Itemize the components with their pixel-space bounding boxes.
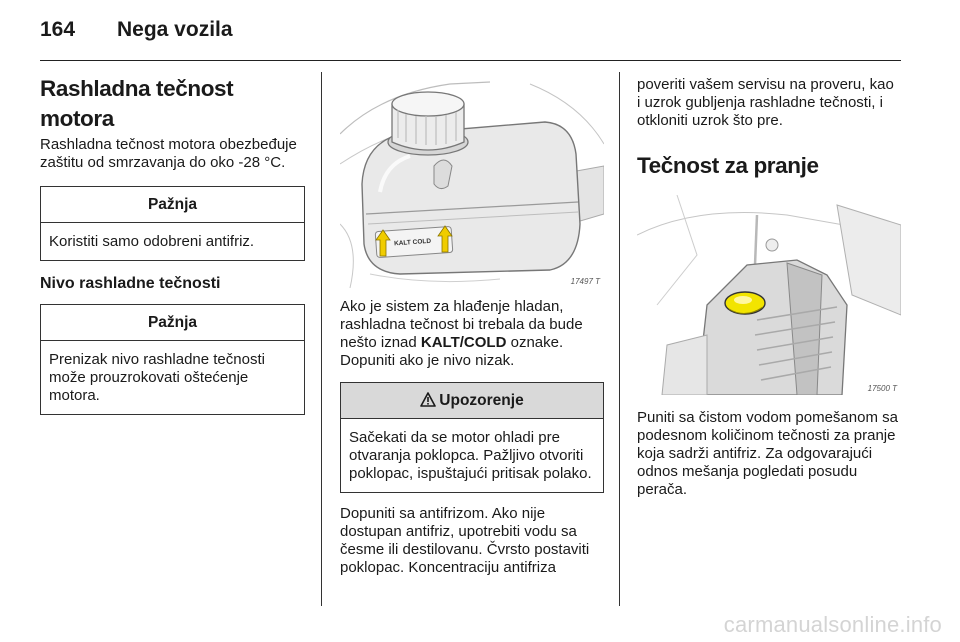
coolant-tank-illustration bbox=[340, 74, 604, 288]
notice-box-2 bbox=[40, 304, 305, 415]
column-2 bbox=[340, 74, 604, 577]
notice-box-1 bbox=[40, 186, 305, 261]
header-rule bbox=[40, 60, 901, 61]
running-title: Nega vozila bbox=[117, 18, 233, 41]
warning-title-bar bbox=[341, 383, 603, 419]
continued-text: poveriti vašem servisu na proveru, kao i uzrok gubljenja rashladne tečnosti, i otkloniti uzrok što pre. bbox=[637, 76, 894, 129]
section-title-washer: Tečnost za pranje bbox=[637, 153, 819, 178]
coolant-level-text bbox=[340, 298, 604, 370]
washer-figure bbox=[637, 195, 901, 395]
watermark: carmanualsonline.info bbox=[723, 612, 942, 637]
notice-body-2: Prenizak nivo rashladne tečnosti može prouzrokovati oštećenje motora. bbox=[49, 351, 265, 404]
washer-fill-text: Puniti sa čistom vodom pomešanom sa podesnom količinom tečnosti za pranje koja sadrži antifriz. Za odgovarajući odnos mešanja pogledati posudu perača. bbox=[637, 409, 898, 498]
subheading-coolant-level: Nivo rashladne tečnosti bbox=[40, 275, 221, 292]
warning-title: Upozorenje bbox=[439, 392, 524, 409]
coolant-tank-figure bbox=[340, 74, 604, 288]
washer-reservoir-illustration bbox=[637, 195, 901, 395]
figure-code-1: 17497 T bbox=[570, 277, 600, 286]
notice-title-2: Pažnja bbox=[41, 305, 304, 341]
warning-body: Sačekati da se motor ohladi pre otvaranja poklopca. Pažljivo otvoriti poklopac, ispuštajući pritisak polako. bbox=[349, 429, 592, 482]
refill-text: Dopuniti sa antifrizom. Ako nije dostupan antifriz, upotrebiti vodu sa česme ili destilovanu. Čvrsto postaviti poklopac. Koncentraciju antifriza bbox=[340, 505, 590, 576]
column-divider-2 bbox=[619, 72, 620, 606]
coolant-intro: Rashladna tečnost motora obezbeđuje zaštitu od smrzavanja do oko -28 °C. bbox=[40, 136, 297, 171]
warning-box bbox=[340, 382, 604, 493]
kalt-cold-mark: KALT/COLD bbox=[420, 334, 507, 351]
warning-triangle-icon bbox=[420, 392, 436, 407]
notice-title-1: Pažnja bbox=[41, 187, 304, 223]
tank-level-label: KALT COLD bbox=[393, 237, 432, 248]
coolant-level-text-a: Ako je sistem za hlađenje hladan, rashladna tečnost bi trebala da bude nešto iznad bbox=[340, 298, 583, 351]
column-1 bbox=[40, 74, 305, 415]
coolant-level-text-b: oznake. Dopuniti ako je nivo nizak. bbox=[340, 334, 564, 369]
section-title-coolant: Rashladna tečnost motora bbox=[40, 76, 234, 131]
column-divider-1 bbox=[321, 72, 322, 606]
column-3 bbox=[637, 74, 901, 499]
page-number: 164 bbox=[40, 18, 76, 41]
notice-body-1: Koristiti samo odobreni antifriz. bbox=[49, 233, 255, 250]
figure-code-2: 17500 T bbox=[867, 384, 897, 393]
